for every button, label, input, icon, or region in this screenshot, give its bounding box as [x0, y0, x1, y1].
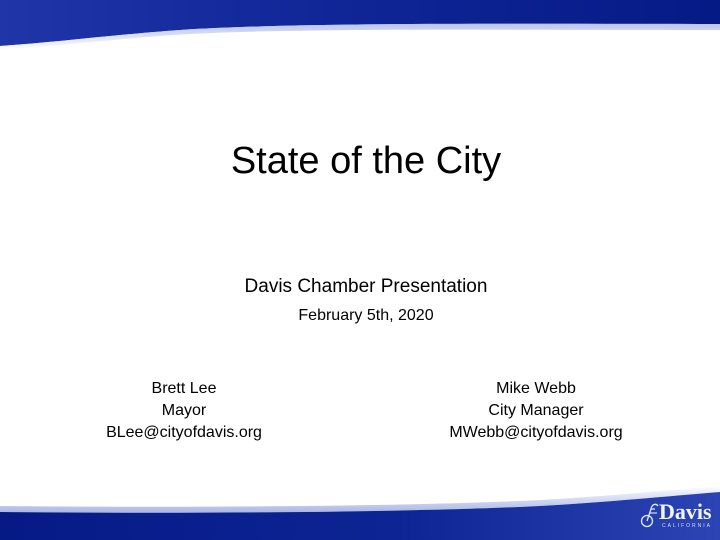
contact-email: BLee@cityofdavis.org	[106, 424, 262, 441]
contact-mayor	[54, 378, 314, 444]
contact-name: Brett Lee	[151, 380, 217, 397]
top-banner	[0, 0, 720, 50]
slide-title: State of the City	[230, 140, 502, 182]
contact-email: MWebb@cityofdavis.org	[449, 424, 623, 441]
slide-subtitle: Davis Chamber Presentation	[244, 276, 488, 297]
contact-role: City Manager	[488, 402, 584, 419]
contact-name: Mike Webb	[496, 380, 576, 397]
presentation-date: February 5th, 2020	[298, 307, 434, 324]
davis-logo	[640, 498, 716, 534]
bottom-banner	[0, 486, 720, 540]
logo-text: Davis	[659, 499, 712, 524]
logo-subtext: CALIFORNIA	[662, 523, 713, 529]
contact-role: Mayor	[161, 402, 207, 419]
contact-city-manager	[406, 378, 666, 444]
